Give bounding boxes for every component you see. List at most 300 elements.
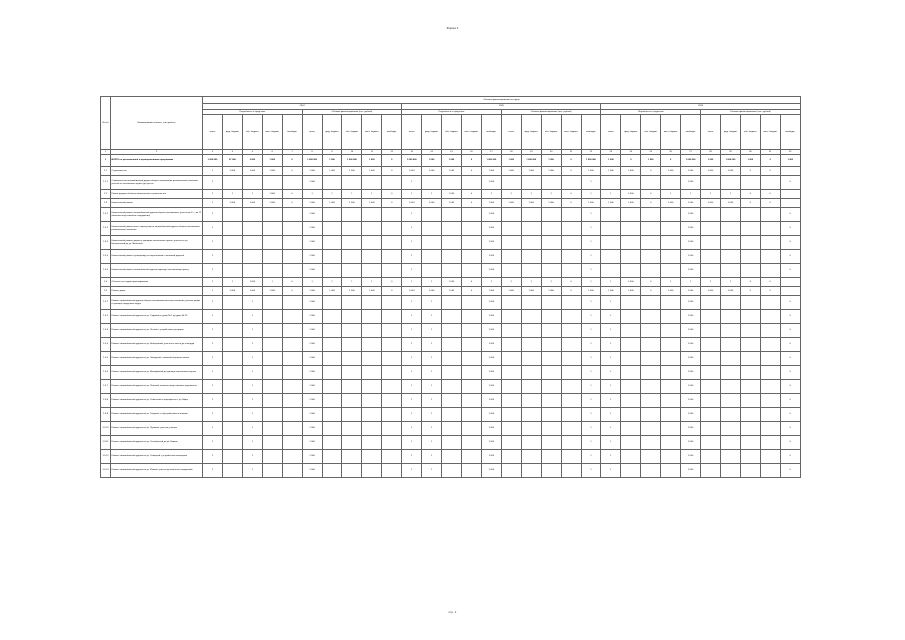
row-value xyxy=(382,324,402,338)
row-value: 1 000 xyxy=(302,394,322,408)
row-value xyxy=(541,366,561,380)
row-value xyxy=(760,310,780,324)
row-value xyxy=(342,176,362,190)
table-row xyxy=(101,394,801,408)
row-value xyxy=(382,366,402,380)
row-number: 1.3 xyxy=(101,199,111,208)
row-value xyxy=(720,264,740,278)
header-column: внебюдж. xyxy=(382,115,402,150)
row-number: 1.3.4 xyxy=(101,250,111,264)
row-value xyxy=(740,222,760,236)
row-value: 1 xyxy=(203,287,223,296)
header-group-caption: Объемы финансирования по годам xyxy=(203,97,801,104)
row-value xyxy=(501,380,521,394)
row-value xyxy=(342,208,362,222)
column-index: 8 xyxy=(302,150,322,155)
row-value xyxy=(222,394,242,408)
row-value xyxy=(740,422,760,436)
row-value xyxy=(621,380,641,394)
row-value xyxy=(382,176,402,190)
row-value xyxy=(422,250,442,264)
row-value: 1 000 xyxy=(242,278,262,287)
row-value: 1 xyxy=(342,278,362,287)
row-value: 0 xyxy=(780,352,800,366)
row-value xyxy=(541,324,561,338)
row-value: 1 000 xyxy=(681,324,701,338)
row-value xyxy=(601,264,621,278)
row-object-name: Объекты на стадии проектирования xyxy=(111,278,203,287)
row-value: 1 000 xyxy=(681,436,701,450)
row-value xyxy=(461,236,481,250)
row-value: 1 xyxy=(701,190,721,199)
row-value xyxy=(442,436,462,450)
table-row xyxy=(101,450,801,464)
row-value: 1 000 xyxy=(481,394,501,408)
row-value xyxy=(461,176,481,190)
row-value: 1 000 xyxy=(481,222,501,236)
row-number: 1.1 xyxy=(101,167,111,176)
row-value: 1 000 xyxy=(302,208,322,222)
row-value xyxy=(382,236,402,250)
column-index: 24 xyxy=(621,150,641,155)
column-index: 20 xyxy=(541,150,561,155)
row-value xyxy=(561,176,581,190)
header-column: всего xyxy=(601,115,621,150)
header-column: мест. бюджет xyxy=(561,115,581,150)
row-value xyxy=(701,208,721,222)
table-row xyxy=(101,464,801,478)
row-value xyxy=(701,236,721,250)
row-value xyxy=(740,296,760,310)
row-value xyxy=(262,380,282,394)
column-index: 5 xyxy=(242,150,262,155)
row-value: 0 xyxy=(461,190,481,199)
row-value xyxy=(661,436,681,450)
row-value xyxy=(521,464,541,478)
row-value: 0 xyxy=(382,278,402,287)
row-value xyxy=(282,222,302,236)
row-value: 1 000 xyxy=(302,250,322,264)
row-value xyxy=(641,394,661,408)
row-value xyxy=(661,176,681,190)
row-value: 0 xyxy=(561,199,581,208)
row-object-name: ВСЕГО по региональной и муниципальным программам xyxy=(111,155,203,167)
row-value xyxy=(561,250,581,264)
row-value: 1 000 xyxy=(581,167,601,176)
row-value xyxy=(541,296,561,310)
row-value: 1 xyxy=(402,310,422,324)
row-object-name: Ремонт автомобильной дороги по ул. Набережной, участок от моста до площади xyxy=(111,338,203,352)
row-value xyxy=(780,278,800,287)
row-value: 1 000 xyxy=(481,352,501,366)
row-value: 1 xyxy=(203,222,223,236)
row-value xyxy=(740,236,760,250)
row-value xyxy=(601,250,621,264)
row-value xyxy=(701,250,721,264)
row-value xyxy=(382,450,402,464)
row-value xyxy=(242,264,262,278)
row-value: 1 xyxy=(601,422,621,436)
row-value: 1 xyxy=(581,296,601,310)
row-value xyxy=(322,422,342,436)
row-value xyxy=(740,338,760,352)
table-row xyxy=(101,222,801,236)
row-value: 1 000 xyxy=(222,287,242,296)
row-value xyxy=(442,338,462,352)
row-value xyxy=(342,408,362,422)
row-value: 1 xyxy=(661,190,681,199)
row-value xyxy=(442,222,462,236)
row-value: 1 xyxy=(422,278,442,287)
row-object-name: Ремонт автомобильной дороги по ул. Гагарина с обустройством остановок xyxy=(111,408,203,422)
row-value xyxy=(740,408,760,422)
header-column: обл. бюджет xyxy=(442,115,462,150)
row-value xyxy=(282,236,302,250)
row-value xyxy=(322,394,342,408)
row-value: 1 xyxy=(601,394,621,408)
row-value xyxy=(641,222,661,236)
row-value: 0 xyxy=(780,408,800,422)
table-row xyxy=(101,324,801,338)
row-value xyxy=(760,422,780,436)
row-value xyxy=(701,310,721,324)
row-value: 1 000 xyxy=(661,287,681,296)
row-value: 1 xyxy=(203,366,223,380)
row-value xyxy=(720,208,740,222)
row-value xyxy=(222,450,242,464)
row-value: 1 000 xyxy=(302,422,322,436)
row-value xyxy=(501,366,521,380)
row-value: 0 xyxy=(780,236,800,250)
table-row xyxy=(101,436,801,450)
table-row xyxy=(101,155,801,167)
row-value xyxy=(701,422,721,436)
row-value xyxy=(601,236,621,250)
row-value: 1 xyxy=(402,264,422,278)
row-number: 1.5.10 xyxy=(101,422,111,436)
row-value xyxy=(661,338,681,352)
row-value: 0 xyxy=(740,167,760,176)
row-value xyxy=(760,250,780,264)
row-value xyxy=(701,464,721,478)
row-value xyxy=(501,464,521,478)
row-value: 1 xyxy=(581,250,601,264)
row-value: 1 xyxy=(322,278,342,287)
row-value xyxy=(621,464,641,478)
row-value xyxy=(541,436,561,450)
row-value xyxy=(541,422,561,436)
row-value xyxy=(222,250,242,264)
row-value: 1 000 000 xyxy=(203,155,223,167)
row-value xyxy=(641,264,661,278)
header-column: внебюдж. xyxy=(481,115,501,150)
row-value xyxy=(760,176,780,190)
row-value xyxy=(740,352,760,366)
row-value: 1 000 xyxy=(681,464,701,478)
row-value xyxy=(262,264,282,278)
row-value: 1 000 xyxy=(302,310,322,324)
row-value xyxy=(521,310,541,324)
row-value: 1 xyxy=(581,176,601,190)
row-value: 0 xyxy=(780,296,800,310)
row-value xyxy=(760,436,780,450)
row-value xyxy=(740,324,760,338)
row-value: 1 000 xyxy=(422,155,442,167)
row-value: 1 000 xyxy=(262,167,282,176)
row-value xyxy=(661,422,681,436)
row-value xyxy=(262,338,282,352)
row-value: 1 000 xyxy=(521,287,541,296)
row-value xyxy=(442,464,462,478)
row-value xyxy=(342,236,362,250)
row-value: 1 xyxy=(402,366,422,380)
row-value: 1 000 xyxy=(601,199,621,208)
row-value xyxy=(342,436,362,450)
header-object-name: Наименование объекта, этап работы xyxy=(111,97,203,150)
row-value: 1 xyxy=(402,208,422,222)
column-index: 30 xyxy=(740,150,760,155)
row-value: 1 xyxy=(422,380,442,394)
row-value: 1 000 xyxy=(442,287,462,296)
row-value xyxy=(760,222,780,236)
row-number: 1.3.2 xyxy=(101,222,111,236)
row-value: 1 000 xyxy=(681,394,701,408)
row-value xyxy=(382,464,402,478)
row-value: 1 xyxy=(581,436,601,450)
row-value xyxy=(382,352,402,366)
row-value: 1 000 xyxy=(681,222,701,236)
row-value xyxy=(701,324,721,338)
row-value xyxy=(521,208,541,222)
row-value xyxy=(322,366,342,380)
row-value xyxy=(322,436,342,450)
row-value: 0 xyxy=(780,338,800,352)
row-value xyxy=(461,394,481,408)
row-value: 1 xyxy=(601,436,621,450)
column-index: 7 xyxy=(282,150,302,155)
row-value: 0 xyxy=(780,208,800,222)
row-value: 1 xyxy=(402,352,422,366)
row-value xyxy=(720,464,740,478)
row-value: 1 000 xyxy=(242,287,262,296)
row-value xyxy=(561,338,581,352)
row-value xyxy=(262,352,282,366)
row-value xyxy=(541,394,561,408)
row-value xyxy=(701,408,721,422)
column-index: 28 xyxy=(701,150,721,155)
row-value: 0 xyxy=(760,287,780,296)
row-value: 1 000 xyxy=(442,190,462,199)
row-number: 1.4 xyxy=(101,278,111,287)
row-value: 1 000 xyxy=(442,199,462,208)
column-index: 23 xyxy=(601,150,621,155)
row-value: 1 000 xyxy=(481,310,501,324)
row-object-name: Строительство автомобильной дороги общего пользования регионального значения, участок от населённого пункта до трассы xyxy=(111,176,203,190)
row-value: 1 000 xyxy=(481,250,501,264)
row-value: 1 xyxy=(601,338,621,352)
row-value: 1 000 xyxy=(402,199,422,208)
row-value xyxy=(342,324,362,338)
row-value xyxy=(641,436,661,450)
row-value xyxy=(461,296,481,310)
row-value xyxy=(720,296,740,310)
row-value xyxy=(461,408,481,422)
row-value xyxy=(661,366,681,380)
row-value xyxy=(561,222,581,236)
row-value xyxy=(621,264,641,278)
row-value xyxy=(282,422,302,436)
header-need: Потребность в средствах xyxy=(402,110,502,115)
row-value xyxy=(541,338,561,352)
row-value xyxy=(382,380,402,394)
row-value: 1 000 xyxy=(302,167,322,176)
row-value: 1 000 xyxy=(641,155,661,167)
row-value: 1 000 xyxy=(362,167,382,176)
row-value xyxy=(262,464,282,478)
row-value xyxy=(760,464,780,478)
row-value xyxy=(740,310,760,324)
row-value xyxy=(621,176,641,190)
row-value xyxy=(701,394,721,408)
row-value xyxy=(282,296,302,310)
row-value: 1 000 xyxy=(541,155,561,167)
row-object-name: Капитальный ремонт xyxy=(111,199,203,208)
row-value: 1 xyxy=(362,190,382,199)
row-value: 1 xyxy=(302,190,322,199)
row-value: 1 000 xyxy=(681,380,701,394)
column-index: 15 xyxy=(442,150,462,155)
row-value xyxy=(521,176,541,190)
row-value: 1 000 xyxy=(422,287,442,296)
row-value xyxy=(262,236,282,250)
row-object-name: Капитальный ремонт автомобильной дороги общего пользования, участок км 0 — км 12 (включая искусственные сооружения) xyxy=(111,208,203,222)
row-value xyxy=(780,167,800,176)
row-value: 0 xyxy=(760,278,780,287)
row-value: 1 xyxy=(203,324,223,338)
row-value xyxy=(382,422,402,436)
row-value: 0 xyxy=(780,450,800,464)
row-value xyxy=(661,464,681,478)
row-value xyxy=(621,422,641,436)
row-value: 1 000 xyxy=(661,167,681,176)
row-value xyxy=(561,310,581,324)
row-value: 1 000 xyxy=(501,167,521,176)
row-value: 1 xyxy=(203,176,223,190)
row-value xyxy=(322,352,342,366)
row-value xyxy=(362,464,382,478)
row-value xyxy=(720,236,740,250)
table-row xyxy=(101,408,801,422)
row-value: 1 000 xyxy=(521,199,541,208)
row-value xyxy=(541,208,561,222)
row-value: 1 xyxy=(601,408,621,422)
row-value xyxy=(561,436,581,450)
row-value: 1 xyxy=(422,450,442,464)
row-value xyxy=(621,338,641,352)
row-value xyxy=(541,310,561,324)
row-value xyxy=(661,352,681,366)
row-value: 1 xyxy=(242,450,262,464)
row-value xyxy=(641,352,661,366)
row-value: 1 xyxy=(422,190,442,199)
table-row xyxy=(101,264,801,278)
row-value: 1 000 xyxy=(322,167,342,176)
row-value xyxy=(322,250,342,264)
row-value: 1 xyxy=(581,222,601,236)
row-value: 1 000 xyxy=(681,208,701,222)
row-value: 0 xyxy=(780,250,800,264)
row-value: 1 xyxy=(601,296,621,310)
row-value xyxy=(701,380,721,394)
row-value: 1 000 xyxy=(481,380,501,394)
row-value xyxy=(501,408,521,422)
row-value xyxy=(362,422,382,436)
row-value xyxy=(461,310,481,324)
row-value: 1 000 xyxy=(701,199,721,208)
row-value xyxy=(461,436,481,450)
row-value xyxy=(720,436,740,450)
row-value xyxy=(322,222,342,236)
row-value: 1 000 xyxy=(681,450,701,464)
row-value: 1 xyxy=(203,190,223,199)
row-number: 1.5.2 xyxy=(101,310,111,324)
row-value xyxy=(442,394,462,408)
row-value xyxy=(442,208,462,222)
row-value xyxy=(342,380,362,394)
row-value xyxy=(342,394,362,408)
row-value: 1 xyxy=(601,366,621,380)
row-value xyxy=(780,287,800,296)
row-value: 1 xyxy=(402,176,422,190)
header-funded: Объемы финансирования (тыс. рублей) xyxy=(302,110,402,115)
page-bottom-label: стр. 1 xyxy=(448,610,457,614)
row-value: 1 000 xyxy=(222,199,242,208)
row-value xyxy=(740,264,760,278)
row-value: 1 000 xyxy=(362,287,382,296)
header-column: мест. бюджет xyxy=(362,115,382,150)
row-value xyxy=(521,338,541,352)
row-value xyxy=(760,408,780,422)
row-value: 1 000 xyxy=(222,167,242,176)
row-value: 1 xyxy=(203,296,223,310)
row-value: 1 000 000 xyxy=(302,155,322,167)
row-object-name: Ремонт автомобильной дороги по ул. Северной с устройством освещения xyxy=(111,450,203,464)
row-value: 1 000 xyxy=(481,450,501,464)
row-value xyxy=(541,176,561,190)
row-value: 1 xyxy=(422,296,442,310)
header-column: обл. бюджет xyxy=(641,115,661,150)
row-value xyxy=(362,296,382,310)
header-column: мест. бюджет xyxy=(461,115,481,150)
row-value xyxy=(760,380,780,394)
row-value xyxy=(422,176,442,190)
row-value xyxy=(641,208,661,222)
header-column: всего xyxy=(402,115,422,150)
row-value: 0 xyxy=(780,324,800,338)
row-value: 1 000 xyxy=(701,155,721,167)
row-object-name: Ремонт автомобильной дороги по ул. Садовой от дома № 1 до дома № 25 xyxy=(111,310,203,324)
row-value: 0 xyxy=(641,190,661,199)
row-value: 1 xyxy=(402,422,422,436)
row-value: 1 xyxy=(402,222,422,236)
row-value: 1 000 xyxy=(661,199,681,208)
row-value: 1 000 xyxy=(681,199,701,208)
row-value xyxy=(701,352,721,366)
row-value: 1 xyxy=(422,310,442,324)
row-value xyxy=(521,222,541,236)
row-value xyxy=(442,296,462,310)
row-value xyxy=(342,222,362,236)
